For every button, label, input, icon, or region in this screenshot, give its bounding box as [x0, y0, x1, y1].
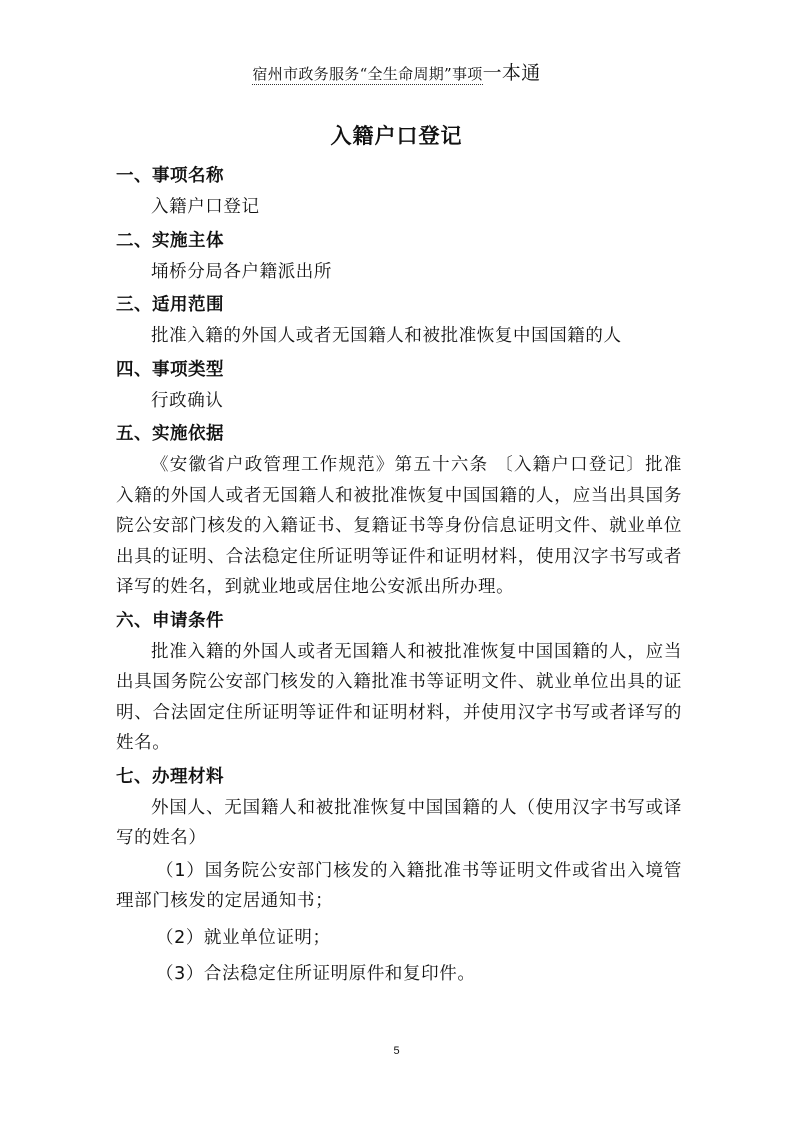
section-heading-subject: 二、实施主体: [116, 230, 224, 251]
page-title: 入籍户口登记: [330, 124, 463, 148]
header-text: 宿州市政务服务“全生命周期”事项: [252, 65, 483, 83]
section-text-name: 入籍户口登记: [151, 197, 260, 217]
section-heading-type: 四、事项类型: [116, 359, 224, 380]
material-item: （2）就业单位证明；: [156, 927, 331, 948]
document-body: [116, 160, 682, 996]
section-text-materials: 外国人、无国籍人和被批准恢复中国国籍的人（使用汉字书写或译写的姓名）: [116, 797, 682, 848]
section-heading-materials: 七、办理材料: [116, 766, 224, 787]
material-item: （3）合法稳定住所证明原件和复印件。: [156, 964, 476, 984]
page-number: 5: [393, 1045, 400, 1057]
header-suffix: 一本通: [482, 62, 541, 84]
section-heading-basis: 五、实施依据: [116, 424, 224, 444]
section-heading-name: 一、事项名称: [116, 166, 224, 186]
section-text-basis: 《安徽省户政管理工作规范》第五十六条 〔入籍户口登记〕批准入籍的外国人或者无国籍人和被批准恢复中国国籍的人，应当出具国务院公安部门核发的入籍证书、复籍证书等身份信息证明文件、就业单位出具的证明、合法稳定住所证明等证件和证明材料，使用汉字书写或者译写的姓名，到就业地或居住地公安派出所办理。: [116, 455, 682, 597]
section-heading-conditions: 六、申请条件: [116, 610, 224, 631]
section-text-subject: 埇桥分局各户籍派出所: [151, 261, 332, 282]
section-text-scope: 批准入籍的外国人或者无国籍人和被批准恢复中国国籍的人: [151, 326, 622, 346]
section-text-conditions: 批准入籍的外国人或者无国籍人和被批准恢复中国国籍的人，应当出具国务院公安部门核发的入籍批准书等证明文件、就业单位出具的证明、合法固定住所证明等证件和证明材料，并使用汉字书写或者译写的姓名。: [116, 641, 682, 753]
section-heading-scope: 三、适用范围: [116, 295, 224, 315]
section-text-type: 行政确认: [151, 390, 224, 411]
page-header: [0, 58, 793, 85]
material-item: （1）国务院公安部门核发的入籍批准书等证明文件或省出入境管理部门核发的定居通知书；: [116, 860, 682, 911]
